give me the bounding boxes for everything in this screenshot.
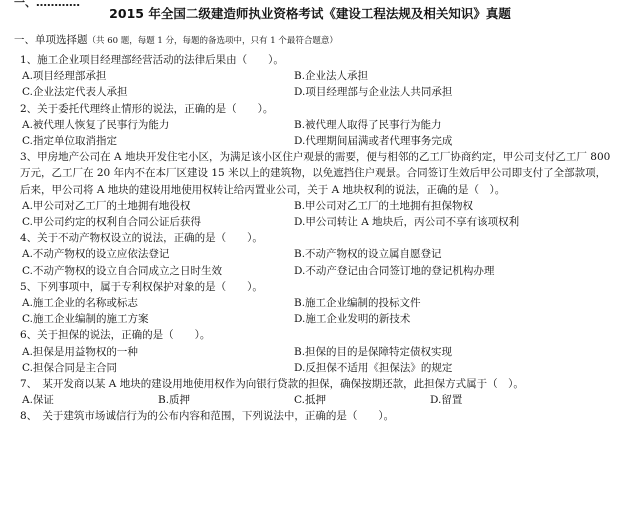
option-d: D.施工企业发明的新技术 [294, 313, 411, 326]
option-d: D.甲公司转让 A 地块后，丙公司不享有该项权利 [294, 216, 520, 229]
question-3 [22, 149, 612, 230]
question-4 [22, 230, 612, 279]
question-1 [22, 52, 612, 101]
option-a: A.施工企业的名称或标志 [22, 297, 138, 310]
question-stem: 1、施工企业项目经理部经营活动的法律后果由（ ）。 [20, 54, 284, 66]
option-a: A.甲公司对乙工厂的土地拥有地役权 [22, 199, 191, 212]
question-8 [22, 408, 612, 424]
section-note: （共 60 题，每题 1 分，每题的备选项中，只有 1 个最符合题意） [87, 36, 338, 46]
option-c: C.甲公司约定的权利自合同公证后获得 [22, 216, 201, 229]
document-title: 2015 年全国二级建造师执业资格考试《建设工程法规及相关知识》真题 [109, 6, 511, 21]
question-2 [22, 101, 612, 150]
option-d: D.反担保不适用《担保法》的规定 [294, 361, 453, 374]
question-stem: 8、 关于建筑市场诚信行为的公布内容和范围，下列说法中，正确的是（ ）。 [20, 410, 395, 423]
option-b: B.甲公司对乙工厂的土地拥有担保物权 [294, 199, 474, 212]
question-stem: 5、下列事项中，属于专利权保护对象的是（ ）。 [20, 280, 263, 293]
option-b: B.担保的目的是保障特定债权实现 [294, 345, 453, 358]
question-stem: 7、 某开发商以某 A 地块的建设用地使用权作为向银行贷款的担保，确保按期还款，此担保方式属于（ ）。 [20, 378, 524, 391]
option-b: B.质押 [158, 394, 191, 407]
header-fragment: 一、………… [14, 0, 80, 9]
option-c: C.抵押 [294, 394, 326, 407]
option-b: B.施工企业编制的投标文件 [294, 297, 421, 310]
option-d: D.留置 [430, 394, 463, 407]
option-c: C.指定单位取消指定 [22, 135, 117, 148]
option-b: B.不动产物权的设立属自愿登记 [294, 248, 442, 261]
option-a: A.担保是用益物权的一种 [22, 345, 138, 358]
question-5 [22, 279, 612, 328]
option-b: B.被代理人取得了民事行为能力 [294, 118, 442, 131]
section-label: 一、单项选择题 [14, 34, 88, 46]
question-stem: 3、甲房地产公司在 A 地块开发住宅小区，为满足该小区住户观景的需要，便与相邻的乙工厂协商约定，甲公司支付乙工厂 800 万元，乙工厂在 20 年内不在本厂区建设 15 米以上的建筑物，以免遮挡住户观景。合同签订生效后甲公司即支付了全部款项，后来，甲公司将 A 地块的建设用地使用权转让给丙置业公司，关于 A 地块权利的说法，正确的是（ ）。 [20, 151, 611, 196]
question-6 [22, 327, 612, 376]
question-stem: 4、关于不动产物权设立的说法，正确的是（ ）。 [20, 232, 263, 245]
option-d: D.代理期间届满或者代理事务完成 [294, 135, 453, 148]
option-a: A.不动产物权的设立应依法登记 [22, 248, 170, 261]
option-c: C.不动产物权的设立自合同成立之日时生效 [22, 264, 222, 277]
question-stem: 6、关于担保的说法，正确的是（ ）。 [20, 329, 211, 342]
option-b: B.企业法人承担 [294, 70, 369, 83]
question-list [22, 52, 612, 425]
option-c: C.担保合同是主合同 [22, 361, 117, 374]
question-stem: 2、关于委托代理终止情形的说法，正确的是（ ）。 [20, 102, 274, 115]
option-c: C.企业法定代表人承担 [22, 86, 128, 99]
question-7 [22, 376, 612, 408]
section-heading [14, 32, 338, 47]
option-a: A.项目经理部承担 [22, 70, 107, 83]
option-a: A.被代理人恢复了民事行为能力 [22, 118, 170, 131]
option-a: A.保证 [22, 394, 54, 407]
option-d: D.不动产登记由合同签订地的登记机构办理 [294, 264, 495, 277]
option-c: C.施工企业编制的施工方案 [22, 313, 149, 326]
option-d: D.项目经理部与企业法人共同承担 [294, 86, 453, 99]
